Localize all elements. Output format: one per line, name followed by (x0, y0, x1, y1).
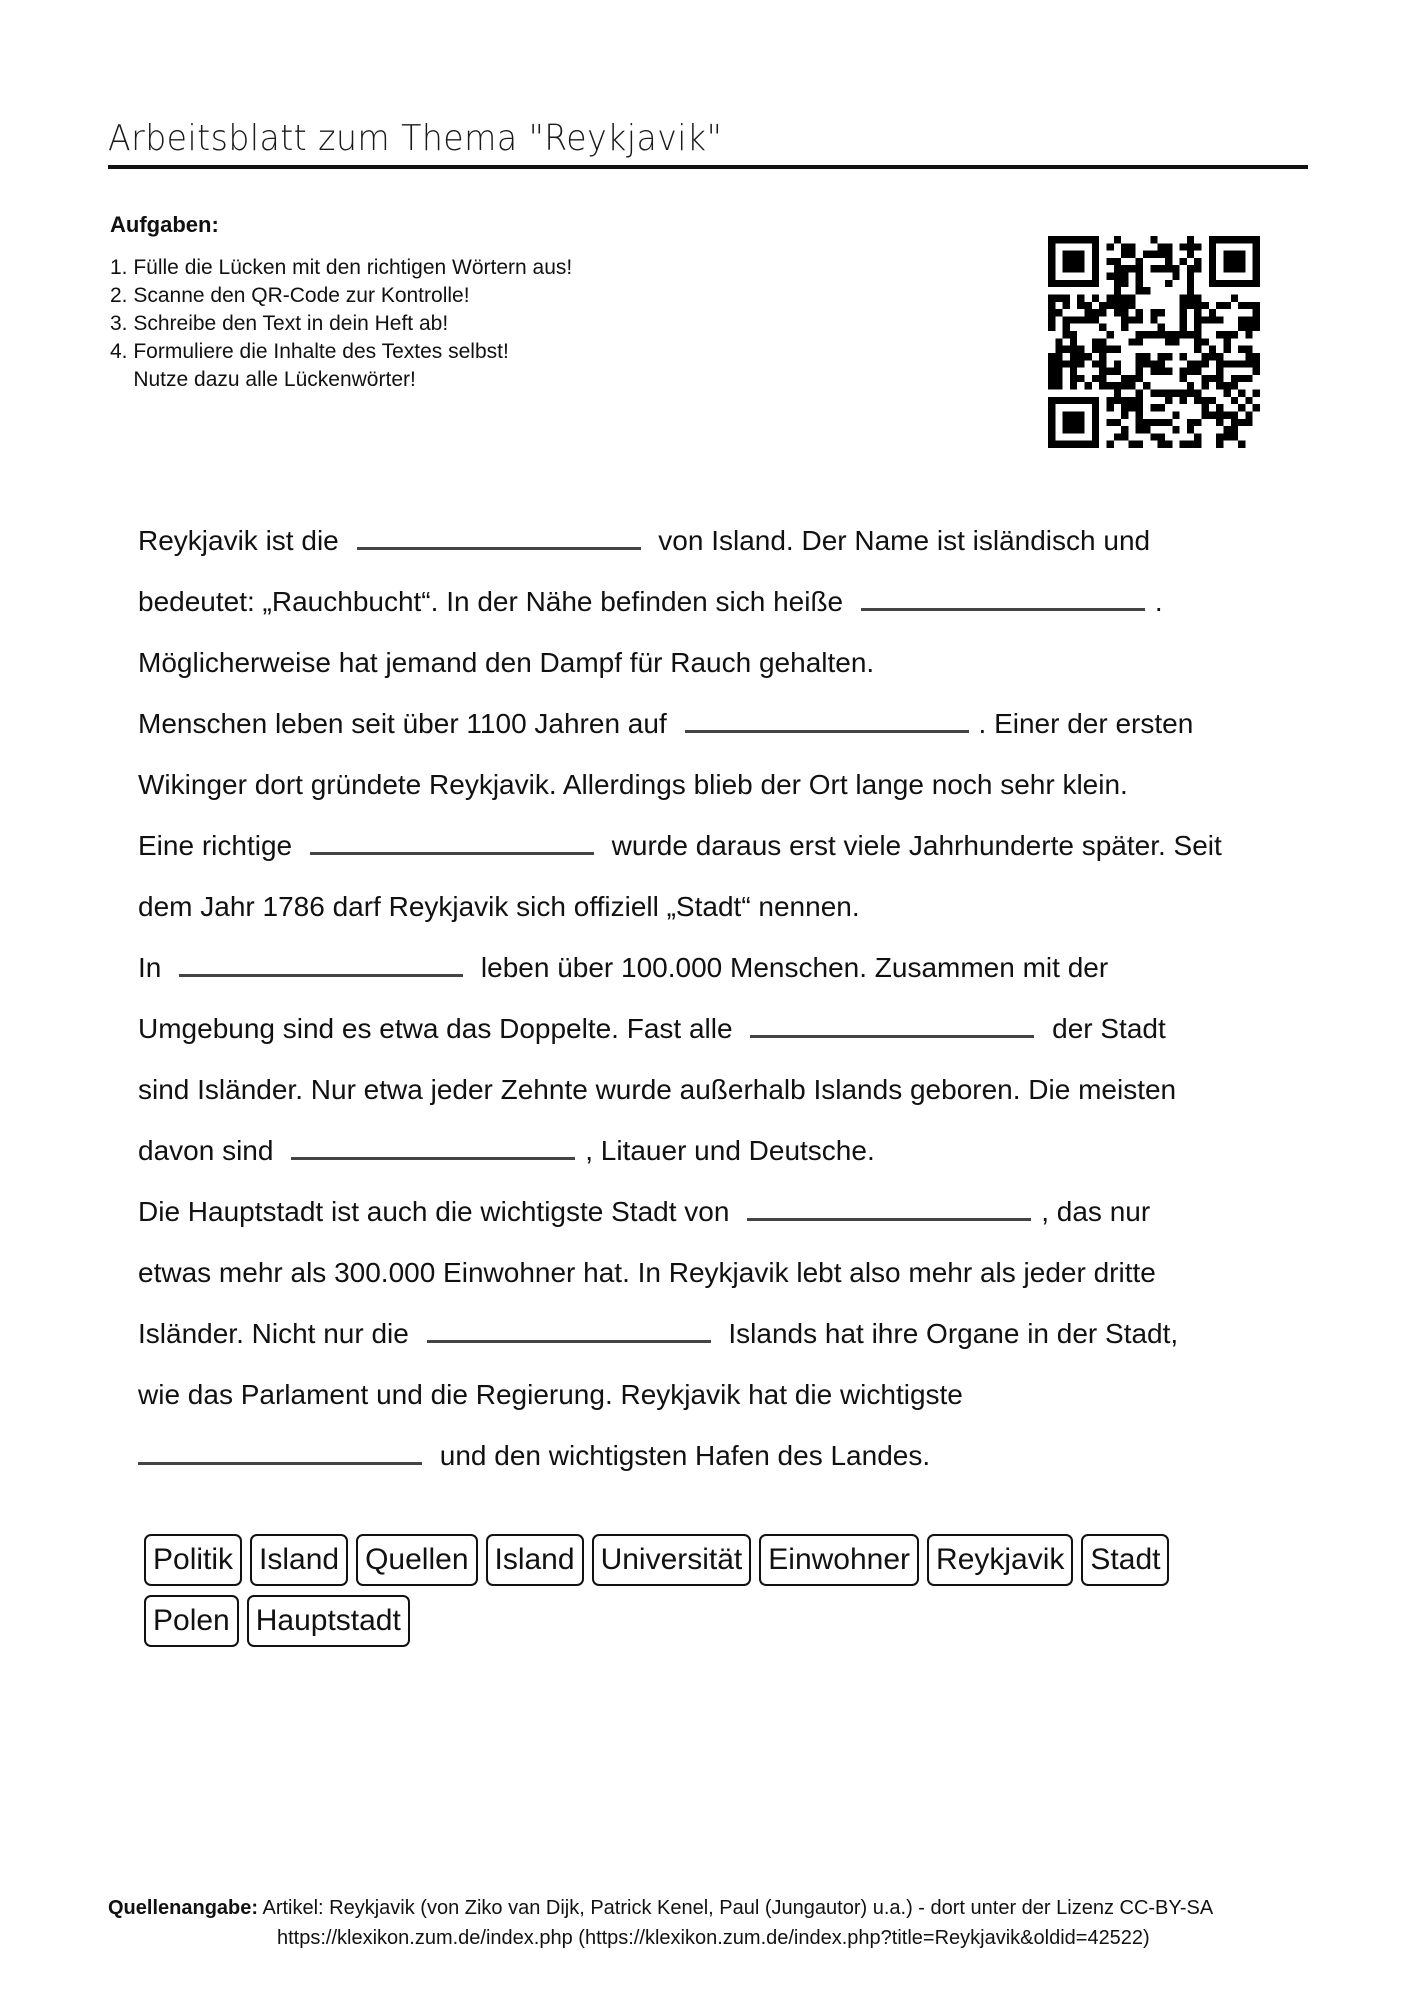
blank-field[interactable] (861, 582, 1145, 611)
word-chip[interactable]: Politik (144, 1534, 242, 1586)
text-segment: , das nur (1041, 1196, 1151, 1227)
word-chip[interactable]: Island (486, 1534, 584, 1586)
text-segment: Die Hauptstadt ist auch die wichtigste Stadt von (138, 1196, 738, 1227)
text-line (138, 876, 1298, 937)
text-segment: . (1154, 586, 1163, 617)
tasks-heading: Aufgaben: (110, 212, 219, 237)
text-segment: davon sind (138, 1135, 282, 1166)
source-url[interactable]: https://klexikon.zum.de/index.php (https://klexikon.zum.de/index.php?title=Reykjavik&oldid=42522) (277, 1927, 1150, 1949)
text-segment: Islands hat ihre Organe in der Stadt, (720, 1318, 1179, 1349)
cloze-text (138, 510, 1298, 1486)
blank-field[interactable] (179, 948, 463, 977)
word-chip[interactable]: Stadt (1081, 1534, 1169, 1586)
text-line (138, 998, 1298, 1059)
text-segment: wurde daraus erst viele Jahrhunderte später. Seit (603, 830, 1222, 861)
blank-field[interactable] (685, 704, 969, 733)
text-line (138, 1303, 1298, 1364)
text-segment: der Stadt (1044, 1013, 1166, 1044)
blank-field[interactable] (747, 1192, 1031, 1221)
word-chip[interactable]: Universität (592, 1534, 752, 1586)
task-item: 1. Fülle die Lücken mit den richtigen Wörtern aus! (110, 256, 573, 279)
text-line (138, 754, 1298, 815)
word-bank (144, 1534, 1294, 1656)
blank-field[interactable] (138, 1436, 422, 1465)
text-line (138, 510, 1298, 571)
text-line (138, 1364, 1298, 1425)
blank-field[interactable] (310, 826, 594, 855)
text-segment: Möglicherweise hat jemand den Dampf für Rauch gehalten. (138, 647, 875, 678)
text-line (138, 571, 1298, 632)
text-segment: In (138, 952, 170, 983)
blank-field[interactable] (750, 1009, 1034, 1038)
task-item: 2. Scanne den QR-Code zur Kontrolle! (110, 284, 470, 307)
word-chip[interactable]: Island (250, 1534, 348, 1586)
text-line (138, 1120, 1298, 1181)
text-segment: wie das Parlament und die Regierung. Reykjavik hat die wichtigste (138, 1379, 963, 1410)
text-segment: Umgebung sind es etwa das Doppelte. Fast alle (138, 1013, 741, 1044)
text-segment: dem Jahr 1786 darf Reykjavik sich offiziell „Stadt“ nennen. (138, 891, 860, 922)
word-chip[interactable]: Reykjavik (927, 1534, 1073, 1586)
text-segment: bedeutet: „Rauchbucht“. In der Nähe befinden sich heiße (138, 586, 851, 617)
text-line (138, 1181, 1298, 1242)
task-item: 3. Schreibe den Text in dein Heft ab! (110, 312, 449, 335)
page-title: Arbeitsblatt zum Thema "Reykjavik" (108, 118, 723, 159)
source-citation (108, 1893, 1358, 1953)
blank-field[interactable] (291, 1131, 575, 1160)
word-bank-row (144, 1534, 1294, 1595)
text-segment: , Litauer und Deutsche. (585, 1135, 875, 1166)
source-label: Quellenangabe: (108, 1897, 259, 1919)
qr-code-icon[interactable] (1048, 236, 1260, 448)
word-chip[interactable]: Polen (144, 1595, 239, 1647)
text-segment: Wikinger dort gründete Reykjavik. Allerdings blieb der Ort lange noch sehr klein. (138, 769, 1128, 800)
text-line (138, 815, 1298, 876)
source-text: Artikel: Reykjavik (von Ziko van Dijk, Patrick Kenel, Paul (Jungautor) u.a.) - dort unter der Lizenz CC-BY-SA (258, 1897, 1214, 1919)
text-line (138, 1059, 1298, 1120)
text-segment: Reykjavik ist die (138, 525, 347, 556)
word-chip[interactable]: Einwohner (759, 1534, 919, 1586)
text-line (138, 937, 1298, 998)
text-line (138, 693, 1298, 754)
tasks-list (110, 254, 572, 394)
task-item: 4. Formuliere die Inhalte des Textes selbst! (110, 340, 509, 363)
text-segment: Eine richtige (138, 830, 300, 861)
text-segment: Menschen leben seit über 1100 Jahren auf (138, 708, 675, 739)
blank-field[interactable] (357, 521, 641, 550)
text-segment: sind Isländer. Nur etwa jeder Zehnte wurde außerhalb Islands geboren. Die meisten (138, 1074, 1177, 1105)
text-segment: etwas mehr als 300.000 Einwohner hat. In Reykjavik lebt also mehr als jeder dritte (138, 1257, 1156, 1288)
blank-field[interactable] (427, 1314, 711, 1343)
word-chip[interactable]: Quellen (356, 1534, 477, 1586)
text-line (138, 632, 1298, 693)
title-divider (108, 165, 1308, 169)
text-line (138, 1425, 1298, 1486)
text-segment: und den wichtigsten Hafen des Landes. (432, 1440, 931, 1471)
word-bank-row (144, 1595, 1294, 1656)
text-segment: Isländer. Nicht nur die (138, 1318, 417, 1349)
text-segment: von Island. Der Name ist isländisch und (650, 525, 1151, 556)
text-line (138, 1242, 1298, 1303)
word-chip[interactable]: Hauptstadt (247, 1595, 410, 1647)
task-item: Nutze dazu alle Lückenwörter! (110, 368, 416, 391)
text-segment: leben über 100.000 Menschen. Zusammen mit der (473, 952, 1109, 983)
text-segment: . Einer der ersten (978, 708, 1194, 739)
